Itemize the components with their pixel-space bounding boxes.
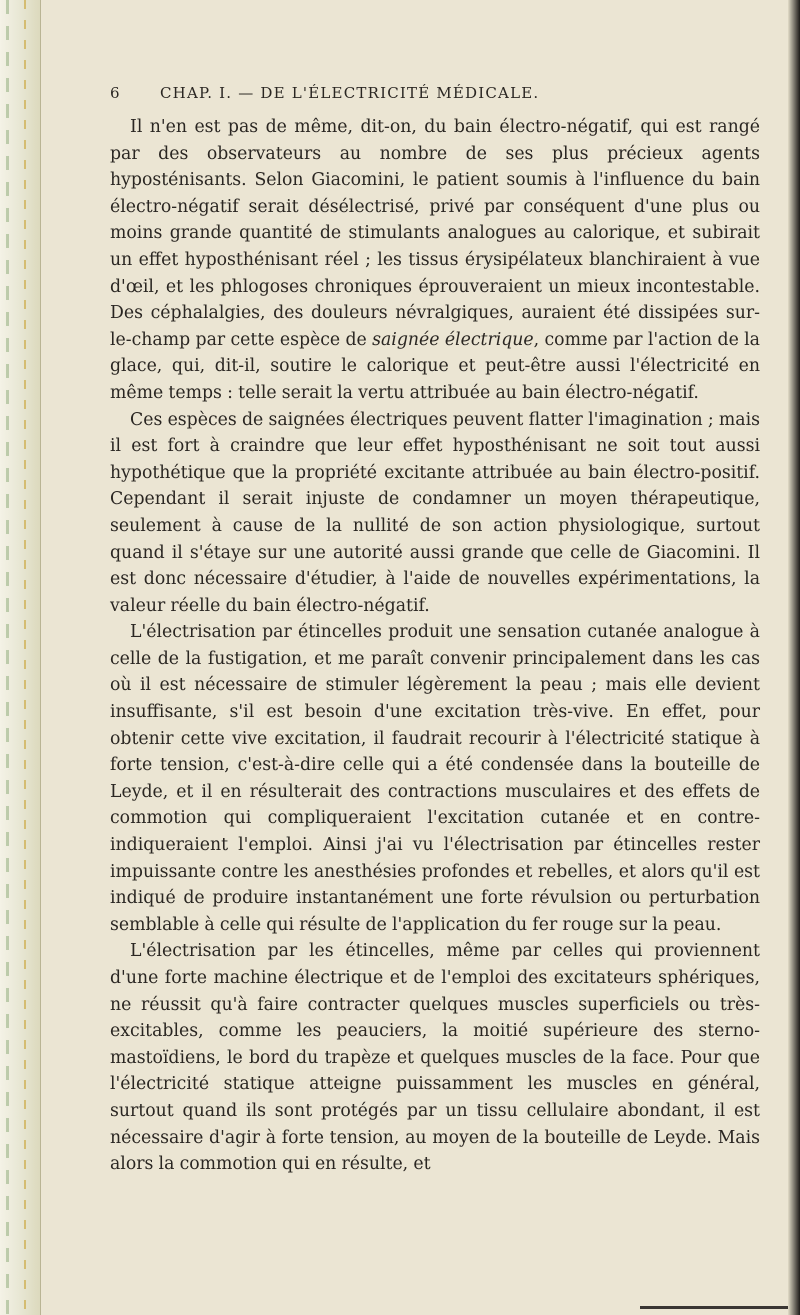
paragraph-4: L'électrisation par les étincelles, même par celles qui proviennent d'une forte machine électrique et de l'emploi des excitateurs sphériques, ne réussit qu'à faire contracter quelques muscles superficiels ou très-excitables, comme les peauciers, la moitié supérieure des sterno-mastoïdiens, le bord du trapèze et quelques muscles de la face. Pour que l'électricité statique atteigne puissamment les muscles en général, surtout quand ils sont protégés par un tissu cellulaire abondant, il est nécessaire d'agir à forte tension, au moyen de la bouteille de Leyde. Mais alors la commotion qui en résulte, et xyxy=(110,941,760,1175)
book-binding-edge xyxy=(0,0,41,1315)
running-head xyxy=(110,84,760,114)
paragraph-2: Ces espèces de saignées électriques peuvent flatter l'imagination ; mais il est fort à craindre que leur effet hyposthénisant ne soit tout aussi hypothétique que la propriété excitante attribuée au bain électro-positif. Cependant il serait injuste de condamner un moyen thérapeutique, seulement à cause de la nullité de son action physiologique, surtout quand il s'étaye sur une autorité aussi grande que celle de Giacomini. Il est donc nécessaire d'étudier, à l'aide de nouvelles expérimentations, la valeur réelle du bain électro-négatif. xyxy=(110,409,760,616)
book-page xyxy=(110,84,760,1178)
chapter-heading: CHAP. I. — DE L'ÉLECTRICITÉ MÉDICALE. xyxy=(160,84,540,102)
paragraph-1-continuation: , comme par l'action de la glace, qui, dit-il, soutire le calorique et peut-être aussi l'électricité en même temps : telle serait la vertu attribuée au bain électro-négatif. xyxy=(110,329,760,403)
page-number: 6 xyxy=(110,84,121,102)
paragraph-3: L'électrisation par étincelles produit une sensation cutanée analogue à celle de la fustigation, et me paraît convenir principalement dans les cas où il est nécessaire de stimuler légèrement la peau ; mais elle devient insuffisante, s'il est besoin d'une excitation très-vive. En effet, pour obtenir cette vive excitation, il faudrait recourir à l'électricité statique à forte tension, c'est-à-dire celle qui a été condensée dans la bouteille de Leyde, et il en résulterait des contractions musculaires et des effets de commotion qui compliqueraient l'excitation cutanée et en contre-indiqueraient l'emploi. Ainsi j'ai vu l'électrisation par étincelles rester impuissante contre les anesthésies profondes et rebelles, et alors qu'il est indiqué de produire instantanément une forte révulsion ou perturbation semblable à celle qui résulte de l'application du fer rouge sur la peau. xyxy=(110,622,760,935)
italic-term: saignée électrique xyxy=(372,329,534,350)
bottom-page-rule xyxy=(640,1306,788,1309)
paragraph-1 xyxy=(110,114,760,407)
body-text xyxy=(110,114,760,1178)
page-edge-shadow xyxy=(788,0,800,1315)
paragraph-1-text: Il n'en est pas de même, dit-on, du bain électro-négatif, qui est rangé par des observateurs au nombre de ses plus précieux agents hyposténisants. Selon Giacomini, le patient soumis à l'influence du bain électro-négatif serait désélectrisé, privé par conséquent d'une plus ou moins grande quantité de stimulants analogues au calorique, et subirait un effet hyposthénisant réel ; les tissus érysipélateux blanchiraient à vue d'œil, et les phlogoses chroniques éprouveraient un mieux incontestable. Des céphalalgies, des douleurs névralgiques, auraient été dissipées sur-le-champ par cette espèce de xyxy=(110,117,760,350)
